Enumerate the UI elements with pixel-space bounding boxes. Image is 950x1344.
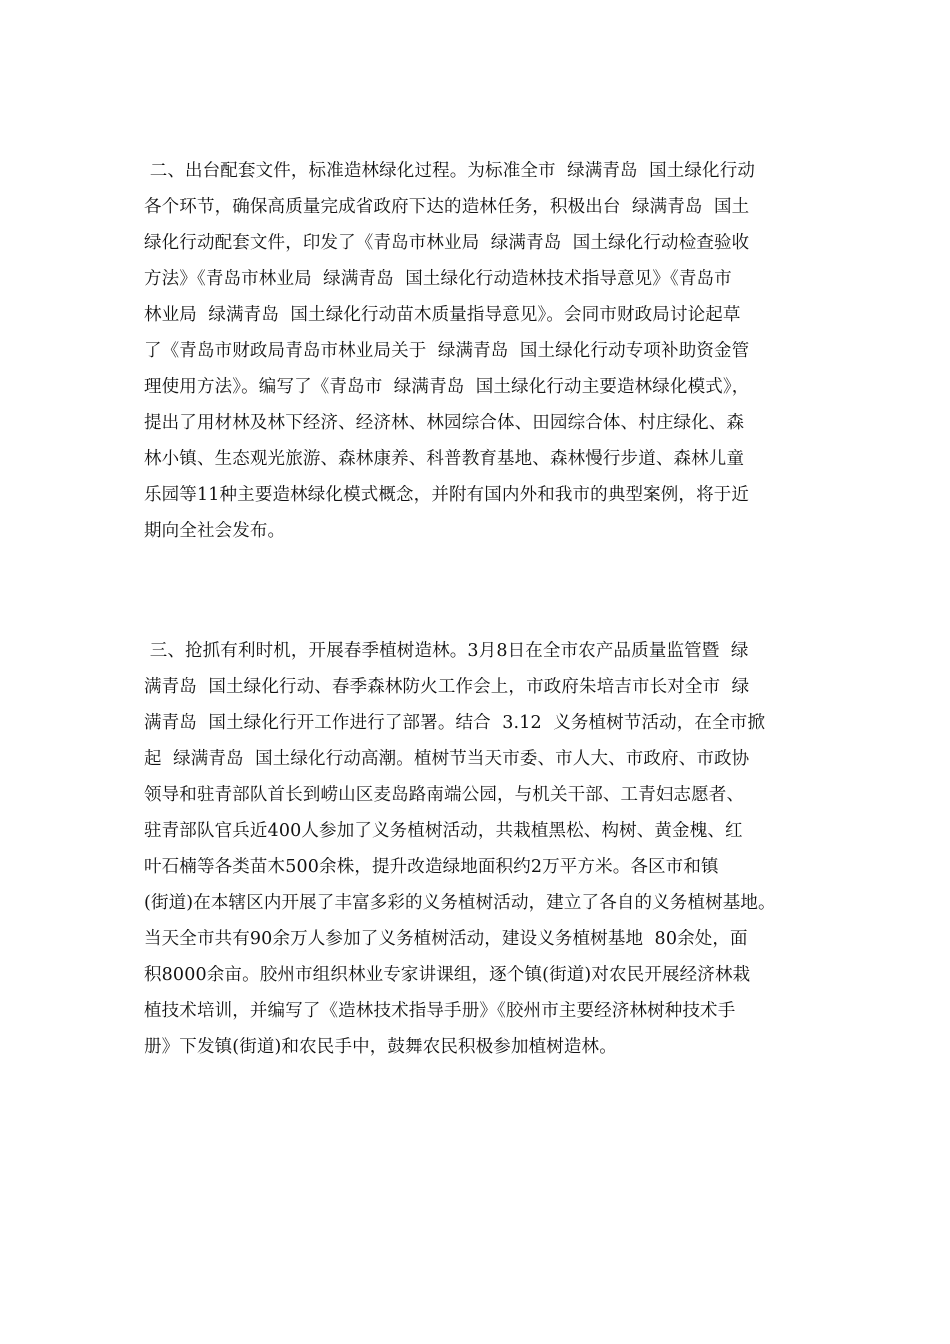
paragraph-line: 理使用方法》。编写了《青岛市 绿满青岛 国土绿化行动主要造林绿化模式》，	[144, 377, 750, 397]
paragraph-line: 驻青部队官兵近400人参加了义务植树活动，共栽植黑松、构树、黄金槐、红	[144, 821, 743, 841]
paragraph-line: 绿化行动配套文件，印发了《青岛市林业局 绿满青岛 国土绿化行动检查验收	[144, 233, 750, 253]
paragraph-standardize-afforestation	[144, 153, 824, 549]
paragraph-line: 二、出台配套文件，标准造林绿化过程。为标准全市 绿满青岛 国土绿化行动	[144, 161, 756, 181]
paragraph-line: 册》下发镇(街道)和农民手中，鼓舞农民积极参加植树造林。	[144, 1037, 617, 1057]
paragraph-line: 方法》《青岛市林业局 绿满青岛 国土绿化行动造林技术指导意见》《青岛市	[144, 269, 732, 289]
paragraph-line: 提出了用材林及林下经济、经济林、林园综合体、田园综合体、村庄绿化、森	[144, 413, 745, 433]
paragraph-spring-tree-planting	[144, 633, 824, 1065]
paragraph-line: 植技术培训，并编写了《造林技术指导手册》《胶州市主要经济林树种技术手	[144, 1001, 736, 1021]
paragraph-line: 积8000余亩。胶州市组织林业专家讲课组，逐个镇(街道)对农民开展经济林栽	[144, 965, 751, 985]
paragraph-line: (街道)在本辖区内开展了丰富多彩的义务植树活动，建立了各自的义务植树基地。	[144, 893, 776, 913]
paragraph-line: 满青岛 国土绿化行开工作进行了部署。结合 3.12 义务植树节活动，在全市掀	[144, 713, 765, 733]
paragraph-line: 各个环节，确保高质量完成省政府下达的造林任务，积极出台 绿满青岛 国土	[144, 197, 750, 217]
paragraph-line: 叶石楠等各类苗木500余株，提升改造绿地面积约2万平方米。各区市和镇	[144, 857, 719, 877]
paragraph-line: 三、抢抓有利时机，开展春季植树造林。3月8日在全市农产品质量监管暨 绿	[144, 641, 749, 661]
paragraph-line: 林小镇、生态观光旅游、森林康养、科普教育基地、森林慢行步道、森林儿童	[144, 449, 745, 469]
paragraph-line: 起 绿满青岛 国土绿化行动高潮。植树节当天市委、市人大、市政府、市政协	[144, 749, 750, 769]
paragraph-line: 领导和驻青部队首长到崂山区麦岛路南端公园，与机关干部、工青妇志愿者、	[144, 785, 745, 805]
paragraph-line: 当天全市共有90余万人参加了义务植树活动，建设义务植树基地 80余处，面	[144, 929, 748, 949]
paragraph-line: 乐园等11种主要造林绿化模式概念，并附有国内外和我市的典型案例，将于近	[144, 485, 750, 505]
paragraph-line: 了《青岛市财政局青岛市林业局关于 绿满青岛 国土绿化行动专项补助资金管	[144, 341, 750, 361]
paragraph-line: 林业局 绿满青岛 国土绿化行动苗木质量指导意见》。会同市财政局讨论起草	[144, 305, 741, 325]
paragraph-line: 满青岛 国土绿化行动、春季森林防火工作会上，市政府朱培吉市长对全市 绿	[144, 677, 750, 697]
paragraph-line: 期向全社会发布。	[144, 521, 286, 541]
